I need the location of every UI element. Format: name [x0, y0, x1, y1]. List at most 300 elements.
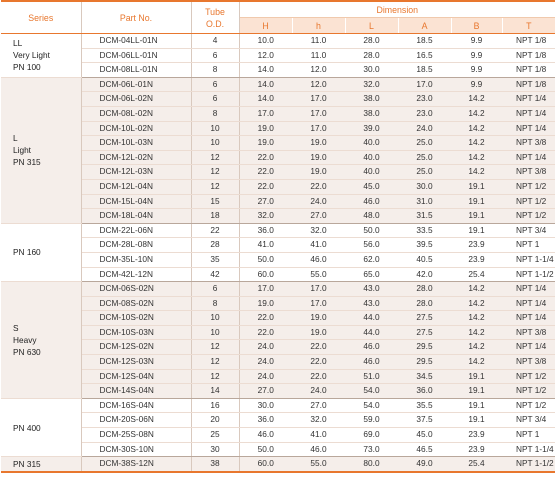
tube-od-cell: 18 — [191, 209, 239, 224]
part-no-cell: DCM-10S-03N — [81, 325, 191, 340]
dim-T-cell: NPT 1/2 — [502, 369, 555, 384]
dim-T-cell: NPT 3/8 — [502, 165, 555, 180]
series-label-line: Light — [13, 145, 31, 156]
dim-B-cell: 23.9 — [451, 428, 502, 443]
dim-B-cell: 23.9 — [451, 238, 502, 253]
dim-T-cell: NPT 1/8 — [502, 34, 555, 49]
table-row — [1, 194, 555, 209]
series-group — [1, 223, 555, 281]
tube-od-cell: 10 — [191, 311, 239, 326]
dim-L-cell: 65.0 — [345, 267, 398, 282]
series-group — [1, 77, 555, 223]
header-dim-B: B — [451, 18, 502, 34]
table-row — [1, 296, 555, 311]
dim-h-cell: 32.0 — [292, 223, 345, 238]
tube-od-cell: 8 — [191, 296, 239, 311]
dim-h-cell: 24.0 — [292, 194, 345, 209]
tube-od-cell: 42 — [191, 267, 239, 282]
dim-T-cell: NPT 3/4 — [502, 223, 555, 238]
table-row — [1, 311, 555, 326]
table-row — [1, 136, 555, 151]
dim-T-cell: NPT 3/8 — [502, 325, 555, 340]
series-label-line: S — [13, 322, 19, 333]
dim-T-cell: NPT 1-1/4 — [502, 252, 555, 267]
tube-od-cell: 6 — [191, 77, 239, 92]
series-label-line: PN 315 — [13, 459, 41, 470]
part-no-cell: DCM-04LL-01N — [81, 34, 191, 49]
dim-B-cell: 14.2 — [451, 150, 502, 165]
table-row — [1, 77, 555, 92]
dim-B-cell: 19.1 — [451, 223, 502, 238]
table-row — [1, 238, 555, 253]
dim-L-cell: 43.0 — [345, 282, 398, 297]
dim-h-cell: 19.0 — [292, 325, 345, 340]
tube-od-cell: 12 — [191, 369, 239, 384]
dim-H-cell: 14.0 — [239, 63, 292, 78]
part-no-cell: DCM-08S-02N — [81, 296, 191, 311]
dim-B-cell: 14.2 — [451, 106, 502, 121]
dim-A-cell: 25.0 — [398, 136, 451, 151]
dim-H-cell: 60.0 — [239, 457, 292, 472]
dim-A-cell: 24.0 — [398, 121, 451, 136]
dim-T-cell: NPT 1/4 — [502, 150, 555, 165]
dim-L-cell: 56.0 — [345, 238, 398, 253]
series-label-line: PN 315 — [13, 157, 41, 168]
dim-h-cell: 32.0 — [292, 413, 345, 428]
dim-A-cell: 29.5 — [398, 340, 451, 355]
table-row — [1, 457, 555, 472]
dim-H-cell: 41.0 — [239, 238, 292, 253]
dim-h-cell: 24.0 — [292, 384, 345, 399]
dim-A-cell: 31.5 — [398, 209, 451, 224]
dim-B-cell: 14.2 — [451, 92, 502, 107]
tube-od-cell: 14 — [191, 384, 239, 399]
dim-H-cell: 60.0 — [239, 267, 292, 282]
part-no-cell: DCM-35L-10N — [81, 252, 191, 267]
header-dimension: Dimension — [239, 1, 555, 18]
dim-A-cell: 39.5 — [398, 238, 451, 253]
dim-h-cell: 46.0 — [292, 442, 345, 457]
dim-H-cell: 32.0 — [239, 209, 292, 224]
dim-T-cell: NPT 1/4 — [502, 121, 555, 136]
dim-T-cell: NPT 1/4 — [502, 340, 555, 355]
dim-H-cell: 50.0 — [239, 252, 292, 267]
dim-B-cell: 14.2 — [451, 325, 502, 340]
part-no-cell: DCM-06L-02N — [81, 92, 191, 107]
dim-B-cell: 14.2 — [451, 165, 502, 180]
dim-H-cell: 50.0 — [239, 442, 292, 457]
part-no-cell: DCM-38S-12N — [81, 457, 191, 472]
dim-B-cell: 9.9 — [451, 34, 502, 49]
tube-od-cell: 12 — [191, 340, 239, 355]
dim-h-cell: 27.0 — [292, 398, 345, 413]
table-row — [1, 282, 555, 297]
dim-B-cell: 23.9 — [451, 252, 502, 267]
dim-T-cell: NPT 1/4 — [502, 92, 555, 107]
dim-B-cell: 25.4 — [451, 457, 502, 472]
dim-h-cell: 12.0 — [292, 63, 345, 78]
table-row — [1, 165, 555, 180]
dim-H-cell: 22.0 — [239, 179, 292, 194]
dim-h-cell: 19.0 — [292, 136, 345, 151]
dim-h-cell: 27.0 — [292, 209, 345, 224]
dim-h-cell: 17.0 — [292, 121, 345, 136]
table-row — [1, 92, 555, 107]
part-no-cell: DCM-15L-04N — [81, 194, 191, 209]
dim-B-cell: 19.1 — [451, 398, 502, 413]
tube-od-cell: 8 — [191, 63, 239, 78]
dim-h-cell: 12.0 — [292, 77, 345, 92]
dim-A-cell: 34.5 — [398, 369, 451, 384]
table-row — [1, 63, 555, 78]
dim-B-cell: 9.9 — [451, 77, 502, 92]
table-row — [1, 150, 555, 165]
dim-H-cell: 46.0 — [239, 428, 292, 443]
part-no-cell: DCM-14S-04N — [81, 384, 191, 399]
part-no-cell: DCM-08LL-01N — [81, 63, 191, 78]
dim-T-cell: NPT 1-1/2 — [502, 457, 555, 472]
dim-L-cell: 43.0 — [345, 296, 398, 311]
dim-h-cell: 41.0 — [292, 238, 345, 253]
table-row — [1, 106, 555, 121]
table-row — [1, 413, 555, 428]
header-tube-od-line2: O.D. — [205, 18, 225, 29]
dim-L-cell: 46.0 — [345, 340, 398, 355]
dim-T-cell: NPT 1/8 — [502, 48, 555, 63]
dim-h-cell: 41.0 — [292, 428, 345, 443]
dim-L-cell: 38.0 — [345, 92, 398, 107]
dim-A-cell: 33.5 — [398, 223, 451, 238]
series-label-line: L — [13, 133, 18, 144]
series-cell — [1, 398, 81, 456]
tube-od-cell: 12 — [191, 150, 239, 165]
table-row — [1, 252, 555, 267]
dim-T-cell: NPT 1/2 — [502, 179, 555, 194]
dim-B-cell: 14.2 — [451, 355, 502, 370]
part-no-cell: DCM-06LL-01N — [81, 48, 191, 63]
dim-h-cell: 11.0 — [292, 48, 345, 63]
dim-h-cell: 17.0 — [292, 282, 345, 297]
dim-A-cell: 37.5 — [398, 413, 451, 428]
tube-od-cell: 25 — [191, 428, 239, 443]
dim-A-cell: 18.5 — [398, 63, 451, 78]
tube-od-cell: 16 — [191, 398, 239, 413]
tube-od-cell: 15 — [191, 194, 239, 209]
tube-od-cell: 6 — [191, 92, 239, 107]
dim-L-cell: 28.0 — [345, 34, 398, 49]
dim-L-cell: 38.0 — [345, 106, 398, 121]
table-row — [1, 48, 555, 63]
table-row — [1, 223, 555, 238]
dim-A-cell: 17.0 — [398, 77, 451, 92]
dim-H-cell: 24.0 — [239, 369, 292, 384]
part-no-cell: DCM-20S-06N — [81, 413, 191, 428]
tube-od-cell: 10 — [191, 121, 239, 136]
dim-B-cell: 19.1 — [451, 209, 502, 224]
dim-T-cell: NPT 1/8 — [502, 77, 555, 92]
dim-H-cell: 19.0 — [239, 121, 292, 136]
dim-H-cell: 14.0 — [239, 92, 292, 107]
series-cell — [1, 223, 81, 281]
dim-T-cell: NPT 1/4 — [502, 311, 555, 326]
dim-A-cell: 40.5 — [398, 252, 451, 267]
dim-L-cell: 69.0 — [345, 428, 398, 443]
dim-T-cell: NPT 1/2 — [502, 398, 555, 413]
dim-T-cell: NPT 3/8 — [502, 136, 555, 151]
dim-H-cell: 22.0 — [239, 311, 292, 326]
dim-T-cell: NPT 1-1/2 — [502, 267, 555, 282]
table-row — [1, 428, 555, 443]
part-no-cell: DCM-12L-03N — [81, 165, 191, 180]
dim-A-cell: 25.0 — [398, 150, 451, 165]
dim-B-cell: 19.1 — [451, 194, 502, 209]
tube-od-cell: 30 — [191, 442, 239, 457]
dim-L-cell: 46.0 — [345, 194, 398, 209]
part-no-cell: DCM-12S-02N — [81, 340, 191, 355]
dim-A-cell: 27.5 — [398, 311, 451, 326]
header-tube-od-line1: Tube — [205, 6, 225, 17]
dim-h-cell: 22.0 — [292, 369, 345, 384]
tube-od-cell: 35 — [191, 252, 239, 267]
dim-A-cell: 30.0 — [398, 179, 451, 194]
dim-H-cell: 36.0 — [239, 223, 292, 238]
dim-L-cell: 80.0 — [345, 457, 398, 472]
dim-h-cell: 55.0 — [292, 267, 345, 282]
dim-A-cell: 28.0 — [398, 282, 451, 297]
dim-T-cell: NPT 1/4 — [502, 282, 555, 297]
part-no-cell: DCM-28L-08N — [81, 238, 191, 253]
series-label-line: LL — [13, 38, 23, 49]
dim-H-cell: 19.0 — [239, 296, 292, 311]
header-dim-L: L — [345, 18, 398, 34]
series-label-line: Heavy — [13, 334, 37, 345]
tube-od-cell: 12 — [191, 355, 239, 370]
tube-od-cell: 8 — [191, 106, 239, 121]
dim-A-cell: 46.5 — [398, 442, 451, 457]
tube-od-cell: 38 — [191, 457, 239, 472]
table-row — [1, 369, 555, 384]
dim-T-cell: NPT 1/4 — [502, 106, 555, 121]
dim-B-cell: 25.4 — [451, 267, 502, 282]
table-row — [1, 121, 555, 136]
table-row — [1, 384, 555, 399]
dim-H-cell: 30.0 — [239, 398, 292, 413]
dim-B-cell: 14.2 — [451, 296, 502, 311]
dim-H-cell: 22.0 — [239, 325, 292, 340]
part-no-cell: DCM-06L-01N — [81, 77, 191, 92]
dim-A-cell: 45.0 — [398, 428, 451, 443]
dim-H-cell: 19.0 — [239, 136, 292, 151]
dim-h-cell: 19.0 — [292, 150, 345, 165]
dim-B-cell: 9.9 — [451, 63, 502, 78]
dim-L-cell: 48.0 — [345, 209, 398, 224]
table-row — [1, 267, 555, 282]
dim-B-cell: 14.2 — [451, 121, 502, 136]
dim-B-cell: 14.2 — [451, 136, 502, 151]
table-row — [1, 179, 555, 194]
part-no-cell: DCM-22L-06N — [81, 223, 191, 238]
table-row — [1, 34, 555, 49]
dim-L-cell: 44.0 — [345, 325, 398, 340]
part-no-cell: DCM-10S-02N — [81, 311, 191, 326]
dim-H-cell: 24.0 — [239, 340, 292, 355]
tube-od-cell: 6 — [191, 48, 239, 63]
dim-B-cell: 19.1 — [451, 413, 502, 428]
dim-T-cell: NPT 1/8 — [502, 63, 555, 78]
part-no-cell: DCM-42L-12N — [81, 267, 191, 282]
tube-od-cell: 12 — [191, 165, 239, 180]
dim-L-cell: 59.0 — [345, 413, 398, 428]
dim-A-cell: 35.5 — [398, 398, 451, 413]
dim-T-cell: NPT 3/4 — [502, 413, 555, 428]
dim-B-cell: 23.9 — [451, 442, 502, 457]
table-row — [1, 355, 555, 370]
series-group — [1, 398, 555, 456]
part-no-cell: DCM-25S-08N — [81, 428, 191, 443]
dim-L-cell: 40.0 — [345, 165, 398, 180]
dim-T-cell: NPT 1-1/4 — [502, 442, 555, 457]
dim-h-cell: 19.0 — [292, 165, 345, 180]
dim-L-cell: 44.0 — [345, 311, 398, 326]
header-dim-H: H — [239, 18, 292, 34]
header-tube-od — [191, 1, 239, 34]
dim-h-cell: 17.0 — [292, 92, 345, 107]
tube-od-cell: 28 — [191, 238, 239, 253]
part-no-cell: DCM-12L-04N — [81, 179, 191, 194]
dim-T-cell: NPT 1/2 — [502, 384, 555, 399]
dim-h-cell: 55.0 — [292, 457, 345, 472]
series-label-line: PN 400 — [13, 422, 41, 433]
series-label-line: Very Light — [13, 50, 50, 61]
dim-A-cell: 18.5 — [398, 34, 451, 49]
dim-h-cell: 22.0 — [292, 340, 345, 355]
dim-A-cell: 36.0 — [398, 384, 451, 399]
dim-B-cell: 19.1 — [451, 369, 502, 384]
header-part-no: Part No. — [81, 1, 191, 34]
dim-h-cell: 46.0 — [292, 252, 345, 267]
dim-L-cell: 28.0 — [345, 48, 398, 63]
part-no-cell: DCM-18L-04N — [81, 209, 191, 224]
dim-T-cell: NPT 3/8 — [502, 355, 555, 370]
dim-h-cell: 22.0 — [292, 355, 345, 370]
tube-od-cell: 10 — [191, 136, 239, 151]
header-series: Series — [1, 1, 81, 34]
table-header — [1, 1, 555, 34]
series-group — [1, 34, 555, 78]
dim-L-cell: 45.0 — [345, 179, 398, 194]
dim-T-cell: NPT 1/2 — [502, 209, 555, 224]
table-row — [1, 398, 555, 413]
series-cell — [1, 457, 81, 472]
dim-h-cell: 17.0 — [292, 296, 345, 311]
fittings-spec-table — [1, 0, 555, 473]
dim-H-cell: 24.0 — [239, 355, 292, 370]
dim-H-cell: 12.0 — [239, 48, 292, 63]
series-label-line: PN 160 — [13, 247, 41, 258]
dim-L-cell: 39.0 — [345, 121, 398, 136]
dim-H-cell: 17.0 — [239, 106, 292, 121]
dim-A-cell: 31.0 — [398, 194, 451, 209]
table-row — [1, 325, 555, 340]
dim-h-cell: 11.0 — [292, 34, 345, 49]
dim-B-cell: 14.2 — [451, 282, 502, 297]
dim-L-cell: 40.0 — [345, 150, 398, 165]
dim-L-cell: 73.0 — [345, 442, 398, 457]
tube-od-cell: 10 — [191, 325, 239, 340]
dim-B-cell: 14.2 — [451, 340, 502, 355]
header-dim-A: A — [398, 18, 451, 34]
dim-L-cell: 30.0 — [345, 63, 398, 78]
dim-L-cell: 54.0 — [345, 384, 398, 399]
dim-A-cell: 23.0 — [398, 92, 451, 107]
dim-H-cell: 22.0 — [239, 165, 292, 180]
dim-H-cell: 36.0 — [239, 413, 292, 428]
dim-L-cell: 54.0 — [345, 398, 398, 413]
dim-T-cell: NPT 1 — [502, 238, 555, 253]
dim-A-cell: 42.0 — [398, 267, 451, 282]
part-no-cell: DCM-10L-02N — [81, 121, 191, 136]
dim-h-cell: 22.0 — [292, 179, 345, 194]
dim-H-cell: 22.0 — [239, 150, 292, 165]
dim-L-cell: 40.0 — [345, 136, 398, 151]
series-label-line: PN 630 — [13, 346, 41, 357]
dim-A-cell: 27.5 — [398, 325, 451, 340]
tube-od-cell: 4 — [191, 34, 239, 49]
part-no-cell: DCM-12L-02N — [81, 150, 191, 165]
tube-od-cell: 22 — [191, 223, 239, 238]
dim-A-cell: 16.5 — [398, 48, 451, 63]
dim-H-cell: 27.0 — [239, 384, 292, 399]
dim-L-cell: 50.0 — [345, 223, 398, 238]
dim-A-cell: 28.0 — [398, 296, 451, 311]
series-cell — [1, 282, 81, 399]
dim-B-cell: 19.1 — [451, 384, 502, 399]
dim-L-cell: 46.0 — [345, 355, 398, 370]
dim-T-cell: NPT 1/4 — [502, 296, 555, 311]
part-no-cell: DCM-10L-03N — [81, 136, 191, 151]
dim-B-cell: 19.1 — [451, 179, 502, 194]
dim-L-cell: 51.0 — [345, 369, 398, 384]
tube-od-cell: 20 — [191, 413, 239, 428]
dim-H-cell: 17.0 — [239, 282, 292, 297]
dim-B-cell: 9.9 — [451, 48, 502, 63]
table-row — [1, 340, 555, 355]
part-no-cell: DCM-08L-02N — [81, 106, 191, 121]
series-label-line: PN 100 — [13, 62, 41, 73]
dim-h-cell: 19.0 — [292, 311, 345, 326]
dim-B-cell: 14.2 — [451, 311, 502, 326]
header-dim-T: T — [502, 18, 555, 34]
dim-A-cell: 23.0 — [398, 106, 451, 121]
part-no-cell: DCM-12S-04N — [81, 369, 191, 384]
series-cell — [1, 77, 81, 223]
dim-H-cell: 27.0 — [239, 194, 292, 209]
dim-A-cell: 29.5 — [398, 355, 451, 370]
table-row — [1, 442, 555, 457]
dim-L-cell: 32.0 — [345, 77, 398, 92]
part-no-cell: DCM-06S-02N — [81, 282, 191, 297]
series-cell — [1, 34, 81, 78]
tube-od-cell: 12 — [191, 179, 239, 194]
part-no-cell: DCM-30S-10N — [81, 442, 191, 457]
series-group — [1, 282, 555, 399]
tube-od-cell: 6 — [191, 282, 239, 297]
dim-T-cell: NPT 1/2 — [502, 194, 555, 209]
dim-A-cell: 49.0 — [398, 457, 451, 472]
series-group — [1, 457, 555, 472]
header-dim-h: h — [292, 18, 345, 34]
part-no-cell: DCM-16S-04N — [81, 398, 191, 413]
